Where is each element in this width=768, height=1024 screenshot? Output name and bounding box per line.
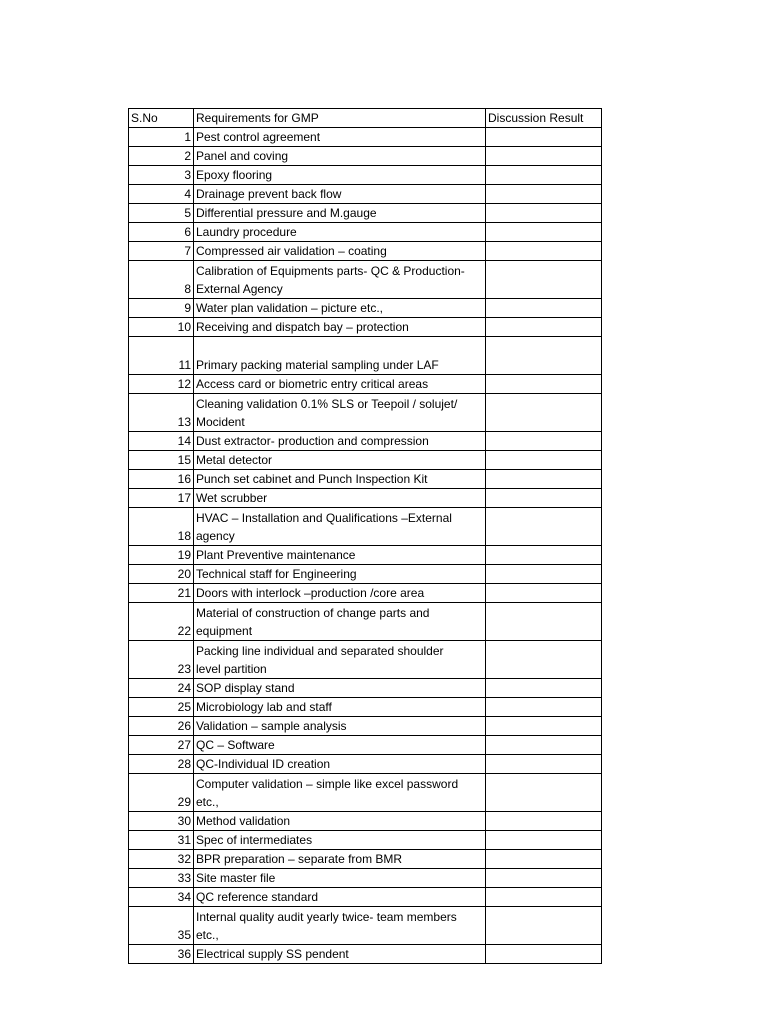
row-number: 31 xyxy=(129,831,194,850)
discussion-result-cell xyxy=(486,679,602,698)
row-number: 16 xyxy=(129,470,194,489)
discussion-result-cell xyxy=(486,869,602,888)
discussion-result-cell xyxy=(486,565,602,584)
row-number: 21 xyxy=(129,584,194,603)
requirement-text: QC-Individual ID creation xyxy=(194,755,486,774)
row-number: 20 xyxy=(129,565,194,584)
row-number: 24 xyxy=(129,679,194,698)
table-row xyxy=(129,242,602,261)
header-requirements: Requirements for GMP xyxy=(194,109,486,128)
table-row xyxy=(129,337,602,375)
row-number: 18 xyxy=(129,508,194,546)
discussion-result-cell xyxy=(486,850,602,869)
row-number: 8 xyxy=(129,261,194,299)
table-row xyxy=(129,470,602,489)
table-header-row xyxy=(129,109,602,128)
discussion-result-cell xyxy=(486,394,602,432)
table-row xyxy=(129,375,602,394)
discussion-result-cell xyxy=(486,489,602,508)
requirement-text: Electrical supply SS pendent xyxy=(194,945,486,964)
requirement-text: Material of construction of change parts and equipment xyxy=(194,603,486,641)
row-number: 15 xyxy=(129,451,194,470)
table-row xyxy=(129,489,602,508)
requirement-text: Doors with interlock –production /core area xyxy=(194,584,486,603)
requirement-text: Panel and coving xyxy=(194,147,486,166)
discussion-result-cell xyxy=(486,166,602,185)
table-row xyxy=(129,945,602,964)
discussion-result-cell xyxy=(486,736,602,755)
discussion-result-cell xyxy=(486,641,602,679)
row-number: 1 xyxy=(129,128,194,147)
discussion-result-cell xyxy=(486,204,602,223)
row-number: 17 xyxy=(129,489,194,508)
table-row xyxy=(129,318,602,337)
discussion-result-cell xyxy=(486,432,602,451)
discussion-result-cell xyxy=(486,261,602,299)
requirement-text: Primary packing material sampling under LAF xyxy=(194,337,486,375)
discussion-result-cell xyxy=(486,584,602,603)
table-row xyxy=(129,641,602,679)
table-row xyxy=(129,907,602,945)
row-number: 19 xyxy=(129,546,194,565)
row-number: 2 xyxy=(129,147,194,166)
table-row xyxy=(129,185,602,204)
requirement-text: BPR preparation – separate from BMR xyxy=(194,850,486,869)
discussion-result-cell xyxy=(486,812,602,831)
header-sno: S.No xyxy=(129,109,194,128)
requirement-text: Laundry procedure xyxy=(194,223,486,242)
table-row xyxy=(129,223,602,242)
discussion-result-cell xyxy=(486,508,602,546)
table-row xyxy=(129,432,602,451)
requirement-text: Calibration of Equipments parts- QC & Production- External Agency xyxy=(194,261,486,299)
requirement-text: Microbiology lab and staff xyxy=(194,698,486,717)
requirement-text: Plant Preventive maintenance xyxy=(194,546,486,565)
table-row xyxy=(129,565,602,584)
table-row xyxy=(129,850,602,869)
requirement-text: Wet scrubber xyxy=(194,489,486,508)
discussion-result-cell xyxy=(486,907,602,945)
requirement-text: Internal quality audit yearly twice- team members etc., xyxy=(194,907,486,945)
row-number: 11 xyxy=(129,337,194,375)
discussion-result-cell xyxy=(486,223,602,242)
requirement-text: Drainage prevent back flow xyxy=(194,185,486,204)
discussion-result-cell xyxy=(486,603,602,641)
table-body xyxy=(129,128,602,964)
discussion-result-cell xyxy=(486,299,602,318)
requirement-text: QC reference standard xyxy=(194,888,486,907)
header-discussion-result: Discussion Result xyxy=(486,109,602,128)
table-row xyxy=(129,774,602,812)
requirement-text: Water plan validation – picture etc., xyxy=(194,299,486,318)
row-number: 3 xyxy=(129,166,194,185)
discussion-result-cell xyxy=(486,717,602,736)
requirement-text: Spec of intermediates xyxy=(194,831,486,850)
table-row xyxy=(129,128,602,147)
row-number: 23 xyxy=(129,641,194,679)
requirement-text: SOP display stand xyxy=(194,679,486,698)
row-number: 32 xyxy=(129,850,194,869)
discussion-result-cell xyxy=(486,451,602,470)
row-number: 4 xyxy=(129,185,194,204)
row-number: 33 xyxy=(129,869,194,888)
row-number: 29 xyxy=(129,774,194,812)
requirement-text: Pest control agreement xyxy=(194,128,486,147)
discussion-result-cell xyxy=(486,774,602,812)
row-number: 26 xyxy=(129,717,194,736)
discussion-result-cell xyxy=(486,375,602,394)
row-number: 7 xyxy=(129,242,194,261)
discussion-result-cell xyxy=(486,337,602,375)
table-row xyxy=(129,546,602,565)
requirement-text: Access card or biometric entry critical areas xyxy=(194,375,486,394)
gmp-requirements-table xyxy=(128,108,602,964)
discussion-result-cell xyxy=(486,242,602,261)
table-row xyxy=(129,717,602,736)
requirement-text: Packing line individual and separated shoulder level partition xyxy=(194,641,486,679)
discussion-result-cell xyxy=(486,546,602,565)
row-number: 36 xyxy=(129,945,194,964)
table-row xyxy=(129,888,602,907)
requirement-text: Technical staff for Engineering xyxy=(194,565,486,584)
discussion-result-cell xyxy=(486,318,602,337)
table-row xyxy=(129,508,602,546)
table-row xyxy=(129,812,602,831)
discussion-result-cell xyxy=(486,147,602,166)
requirement-text: Computer validation – simple like excel password etc., xyxy=(194,774,486,812)
requirement-text: Epoxy flooring xyxy=(194,166,486,185)
discussion-result-cell xyxy=(486,945,602,964)
discussion-result-cell xyxy=(486,185,602,204)
requirement-text: Site master file xyxy=(194,869,486,888)
table-row xyxy=(129,679,602,698)
row-number: 28 xyxy=(129,755,194,774)
table-row xyxy=(129,736,602,755)
row-number: 22 xyxy=(129,603,194,641)
row-number: 30 xyxy=(129,812,194,831)
discussion-result-cell xyxy=(486,128,602,147)
discussion-result-cell xyxy=(486,755,602,774)
table-row xyxy=(129,299,602,318)
row-number: 13 xyxy=(129,394,194,432)
discussion-result-cell xyxy=(486,888,602,907)
row-number: 27 xyxy=(129,736,194,755)
table-row xyxy=(129,584,602,603)
discussion-result-cell xyxy=(486,470,602,489)
row-number: 34 xyxy=(129,888,194,907)
table-row xyxy=(129,451,602,470)
requirement-text: Validation – sample analysis xyxy=(194,717,486,736)
row-number: 35 xyxy=(129,907,194,945)
row-number: 12 xyxy=(129,375,194,394)
row-number: 6 xyxy=(129,223,194,242)
row-number: 10 xyxy=(129,318,194,337)
requirement-text: Method validation xyxy=(194,812,486,831)
table-row xyxy=(129,147,602,166)
table-row xyxy=(129,831,602,850)
row-number: 14 xyxy=(129,432,194,451)
table-row xyxy=(129,755,602,774)
requirement-text: Compressed air validation – coating xyxy=(194,242,486,261)
table-row xyxy=(129,394,602,432)
requirement-text: Dust extractor- production and compression xyxy=(194,432,486,451)
table-row xyxy=(129,204,602,223)
table-row xyxy=(129,869,602,888)
discussion-result-cell xyxy=(486,698,602,717)
row-number: 5 xyxy=(129,204,194,223)
requirement-text: Punch set cabinet and Punch Inspection Kit xyxy=(194,470,486,489)
requirement-text: QC – Software xyxy=(194,736,486,755)
requirement-text: Metal detector xyxy=(194,451,486,470)
discussion-result-cell xyxy=(486,831,602,850)
row-number: 9 xyxy=(129,299,194,318)
table-row xyxy=(129,166,602,185)
table-row xyxy=(129,261,602,299)
requirement-text: Differential pressure and M.gauge xyxy=(194,204,486,223)
requirement-text: HVAC – Installation and Qualifications –External agency xyxy=(194,508,486,546)
table-row xyxy=(129,698,602,717)
requirement-text: Receiving and dispatch bay – protection xyxy=(194,318,486,337)
requirement-text: Cleaning validation 0.1% SLS or Teepoil / solujet/ Mocident xyxy=(194,394,486,432)
table-row xyxy=(129,603,602,641)
row-number: 25 xyxy=(129,698,194,717)
